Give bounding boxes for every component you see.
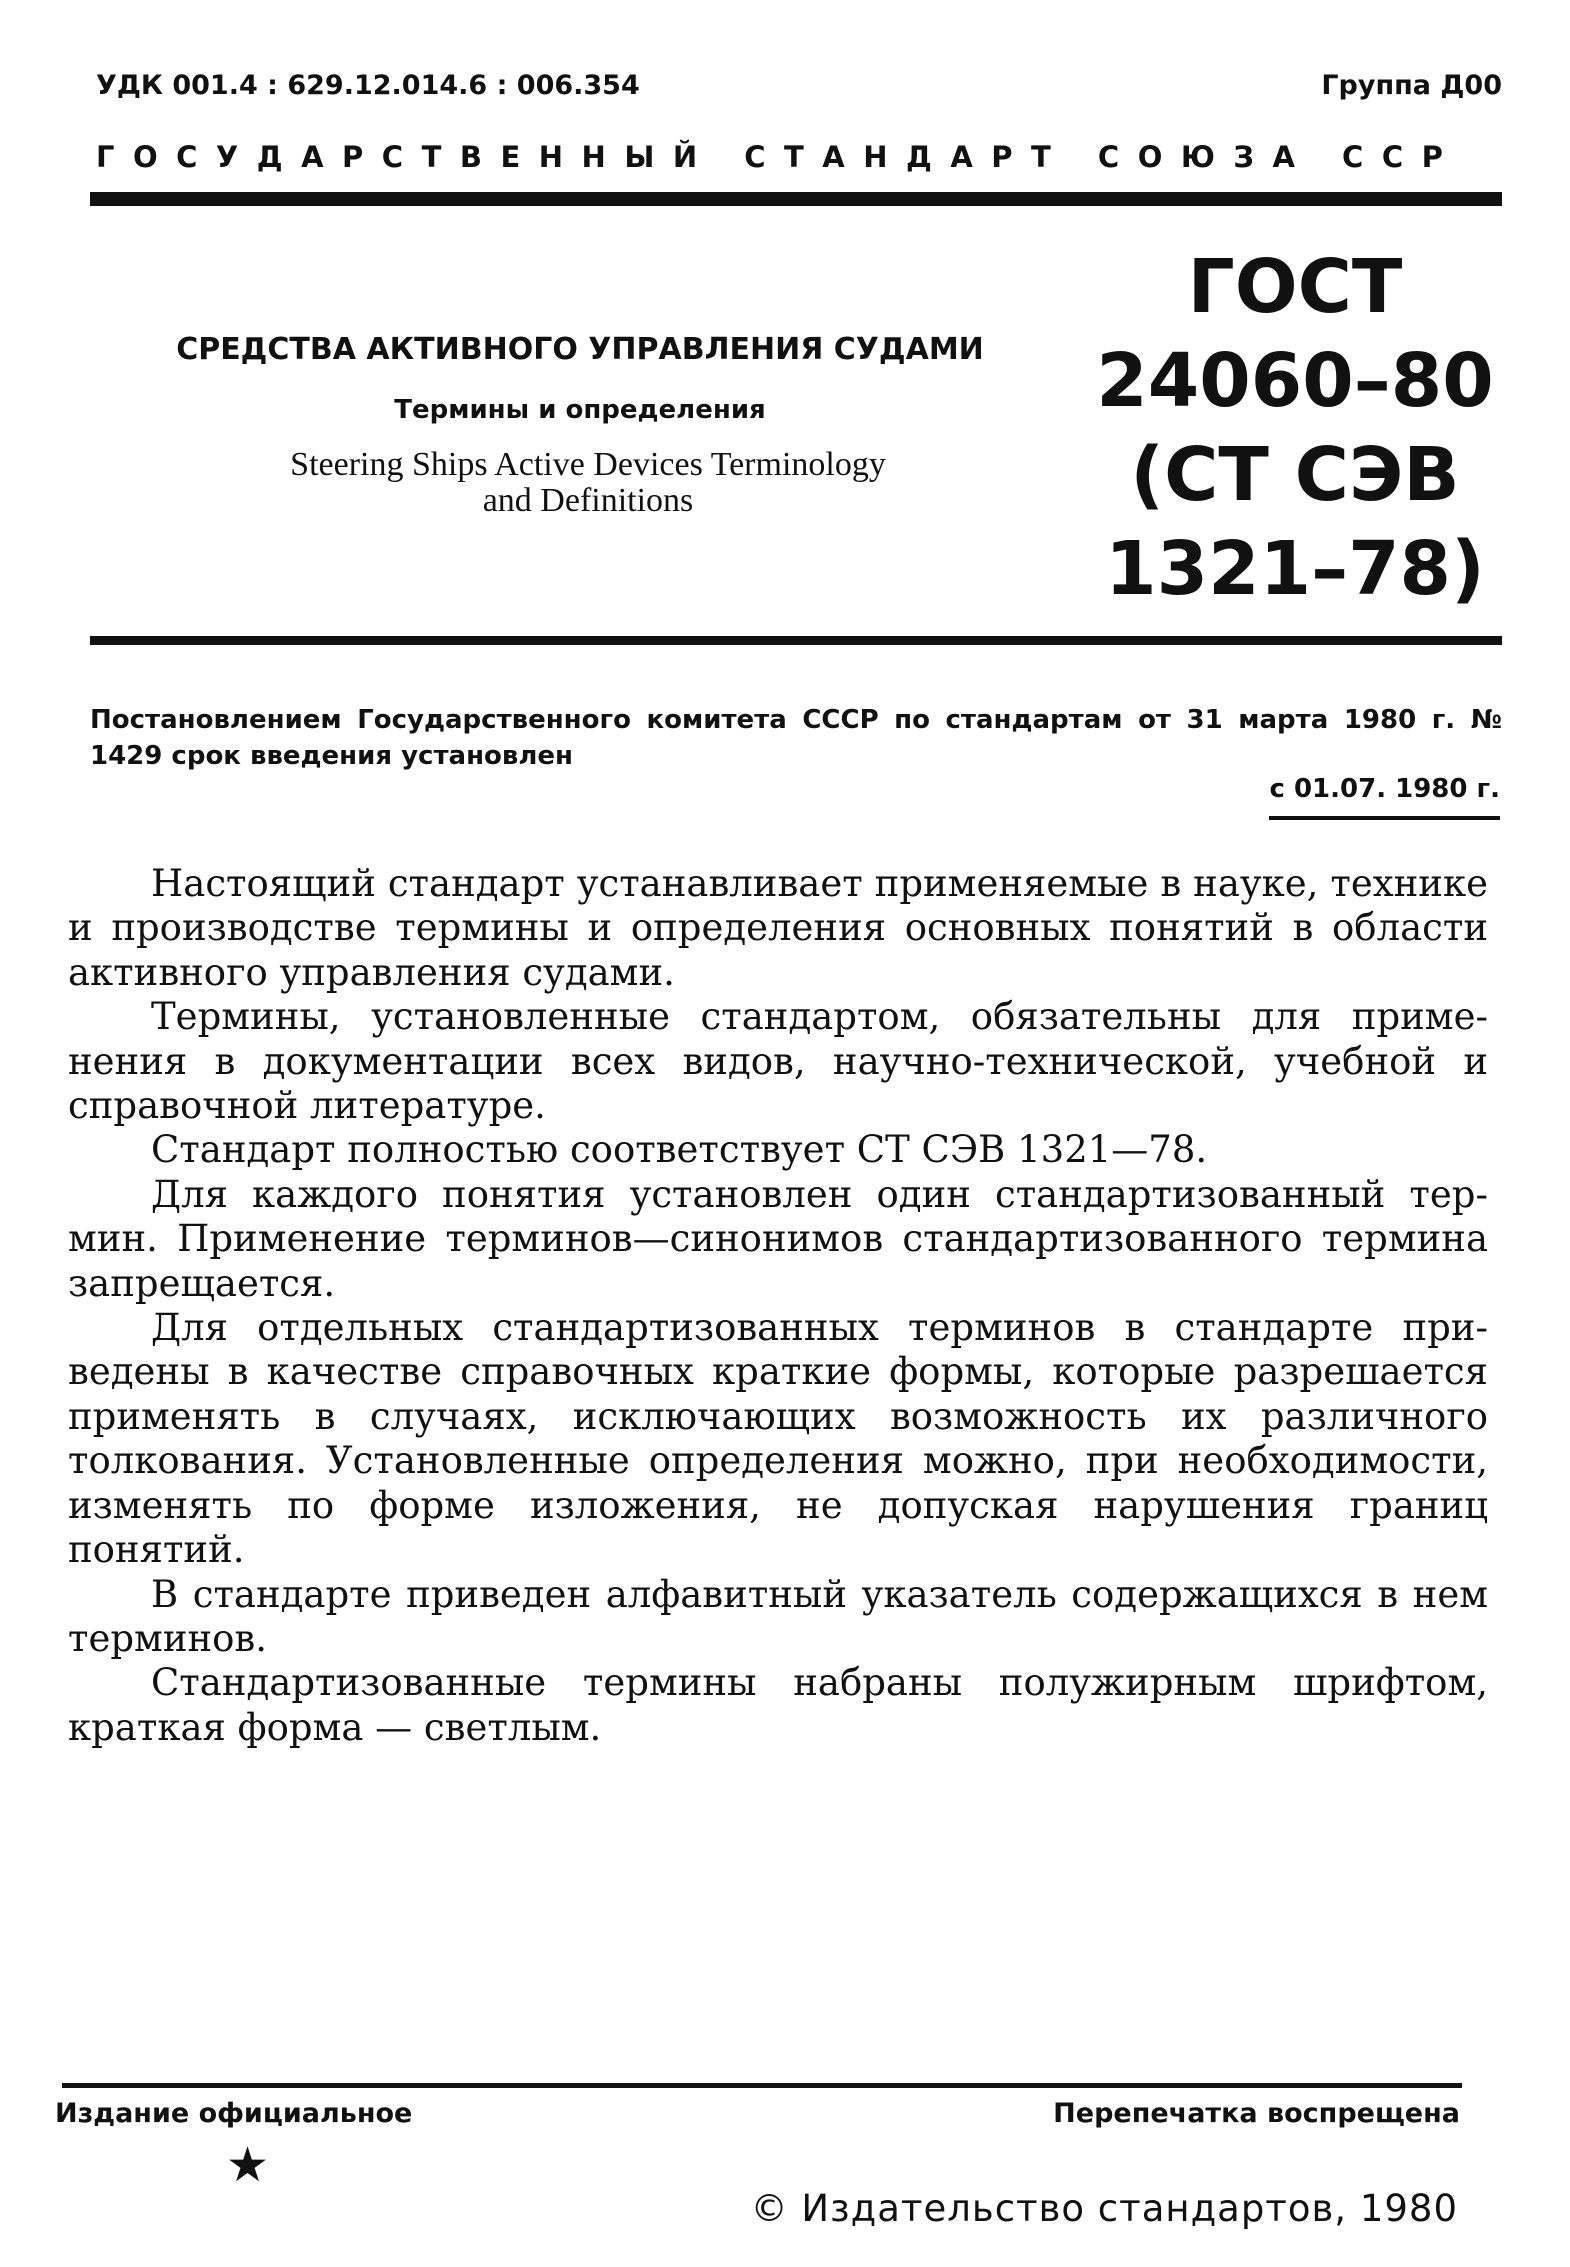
official-edition-label: Издание официальное <box>55 2098 413 2129</box>
english-title-line-1: Steering Ships Active Devices Terminology <box>290 446 886 483</box>
paragraph-mandatory: Термины, установленные стандартом, обязательны для применения в документации всех видов, научно-технической, учебной и справочной литературе. <box>68 995 1488 1128</box>
reprint-notice: Перепечатка воспрещена <box>1053 2098 1460 2129</box>
effective-date: с 01.07. 1980 г. <box>1269 774 1500 820</box>
cmea-standard-line-2: 1321–78) <box>1105 526 1485 612</box>
group-code: Группа Д00 <box>1321 70 1502 101</box>
paragraph-cmea-compliance: Стандарт полностью соответствует СТ СЭВ 1321—78. <box>151 1128 1208 1172</box>
star-icon: ★ <box>226 2137 270 2193</box>
document-subtitle: Термины и определения <box>394 395 766 425</box>
decree-text: Постановлением Государственного комитета СССР по стандартам от 31 марта 1980 г. № 1429 срок введения установлен <box>90 705 1502 771</box>
state-standard-banner: ГОСУДАРСТВЕННЫЙ СТАНДАРТ СОЮЗА ССР <box>96 140 1462 174</box>
english-title <box>130 447 1030 518</box>
paragraph-short-forms: Для отдельных стандартизованных терминов в стандарте приведены в качестве справочных краткие формы, которые разрешается применять в случаях, исключающих возможность их различного толкования. Установленные определения можно, при необходимости, изменять по форме изложения, не допуская нарушения границ понятий. <box>68 1306 1488 1572</box>
title-block <box>130 332 1030 518</box>
english-title-line-2: and Definitions <box>482 481 694 519</box>
header-rule <box>90 192 1502 206</box>
gost-number: 24060–80 <box>1096 338 1494 424</box>
body-text <box>68 862 1488 1750</box>
paragraph-index: В стандарте приведен алфавитный указатель содержащихся в нем терминов. <box>68 1572 1488 1660</box>
footer-rule <box>62 2083 1462 2088</box>
paragraph-synonyms: Для каждого понятия установлен один стандартизованный термин. Применение терминов—синонимов стандартизованного термина запрещается. <box>68 1172 1488 1305</box>
gost-label: ГОСТ <box>1187 244 1403 330</box>
paragraph-scope: Настоящий стандарт устанавливает применяемые в науке, технике и производстве термины и определения основных понятий в области активного управления судами. <box>68 862 1488 994</box>
gost-designation <box>1060 240 1530 616</box>
cmea-standard-line-1: (СТ СЭВ <box>1130 432 1460 518</box>
udk-code: УДК 001.4 : 629.12.014.6 : 006.354 <box>96 70 640 101</box>
copyright-notice: © Издательство стандартов, 1980 <box>750 2187 1458 2230</box>
title-rule <box>90 636 1502 645</box>
paragraph-typography: Стандартизованные термины набраны полужирным шрифтом, краткая форма — светлым. <box>68 1661 1488 1749</box>
document-title: СРЕДСТВА АКТИВНОГО УПРАВЛЕНИЯ СУДАМИ <box>176 332 984 367</box>
